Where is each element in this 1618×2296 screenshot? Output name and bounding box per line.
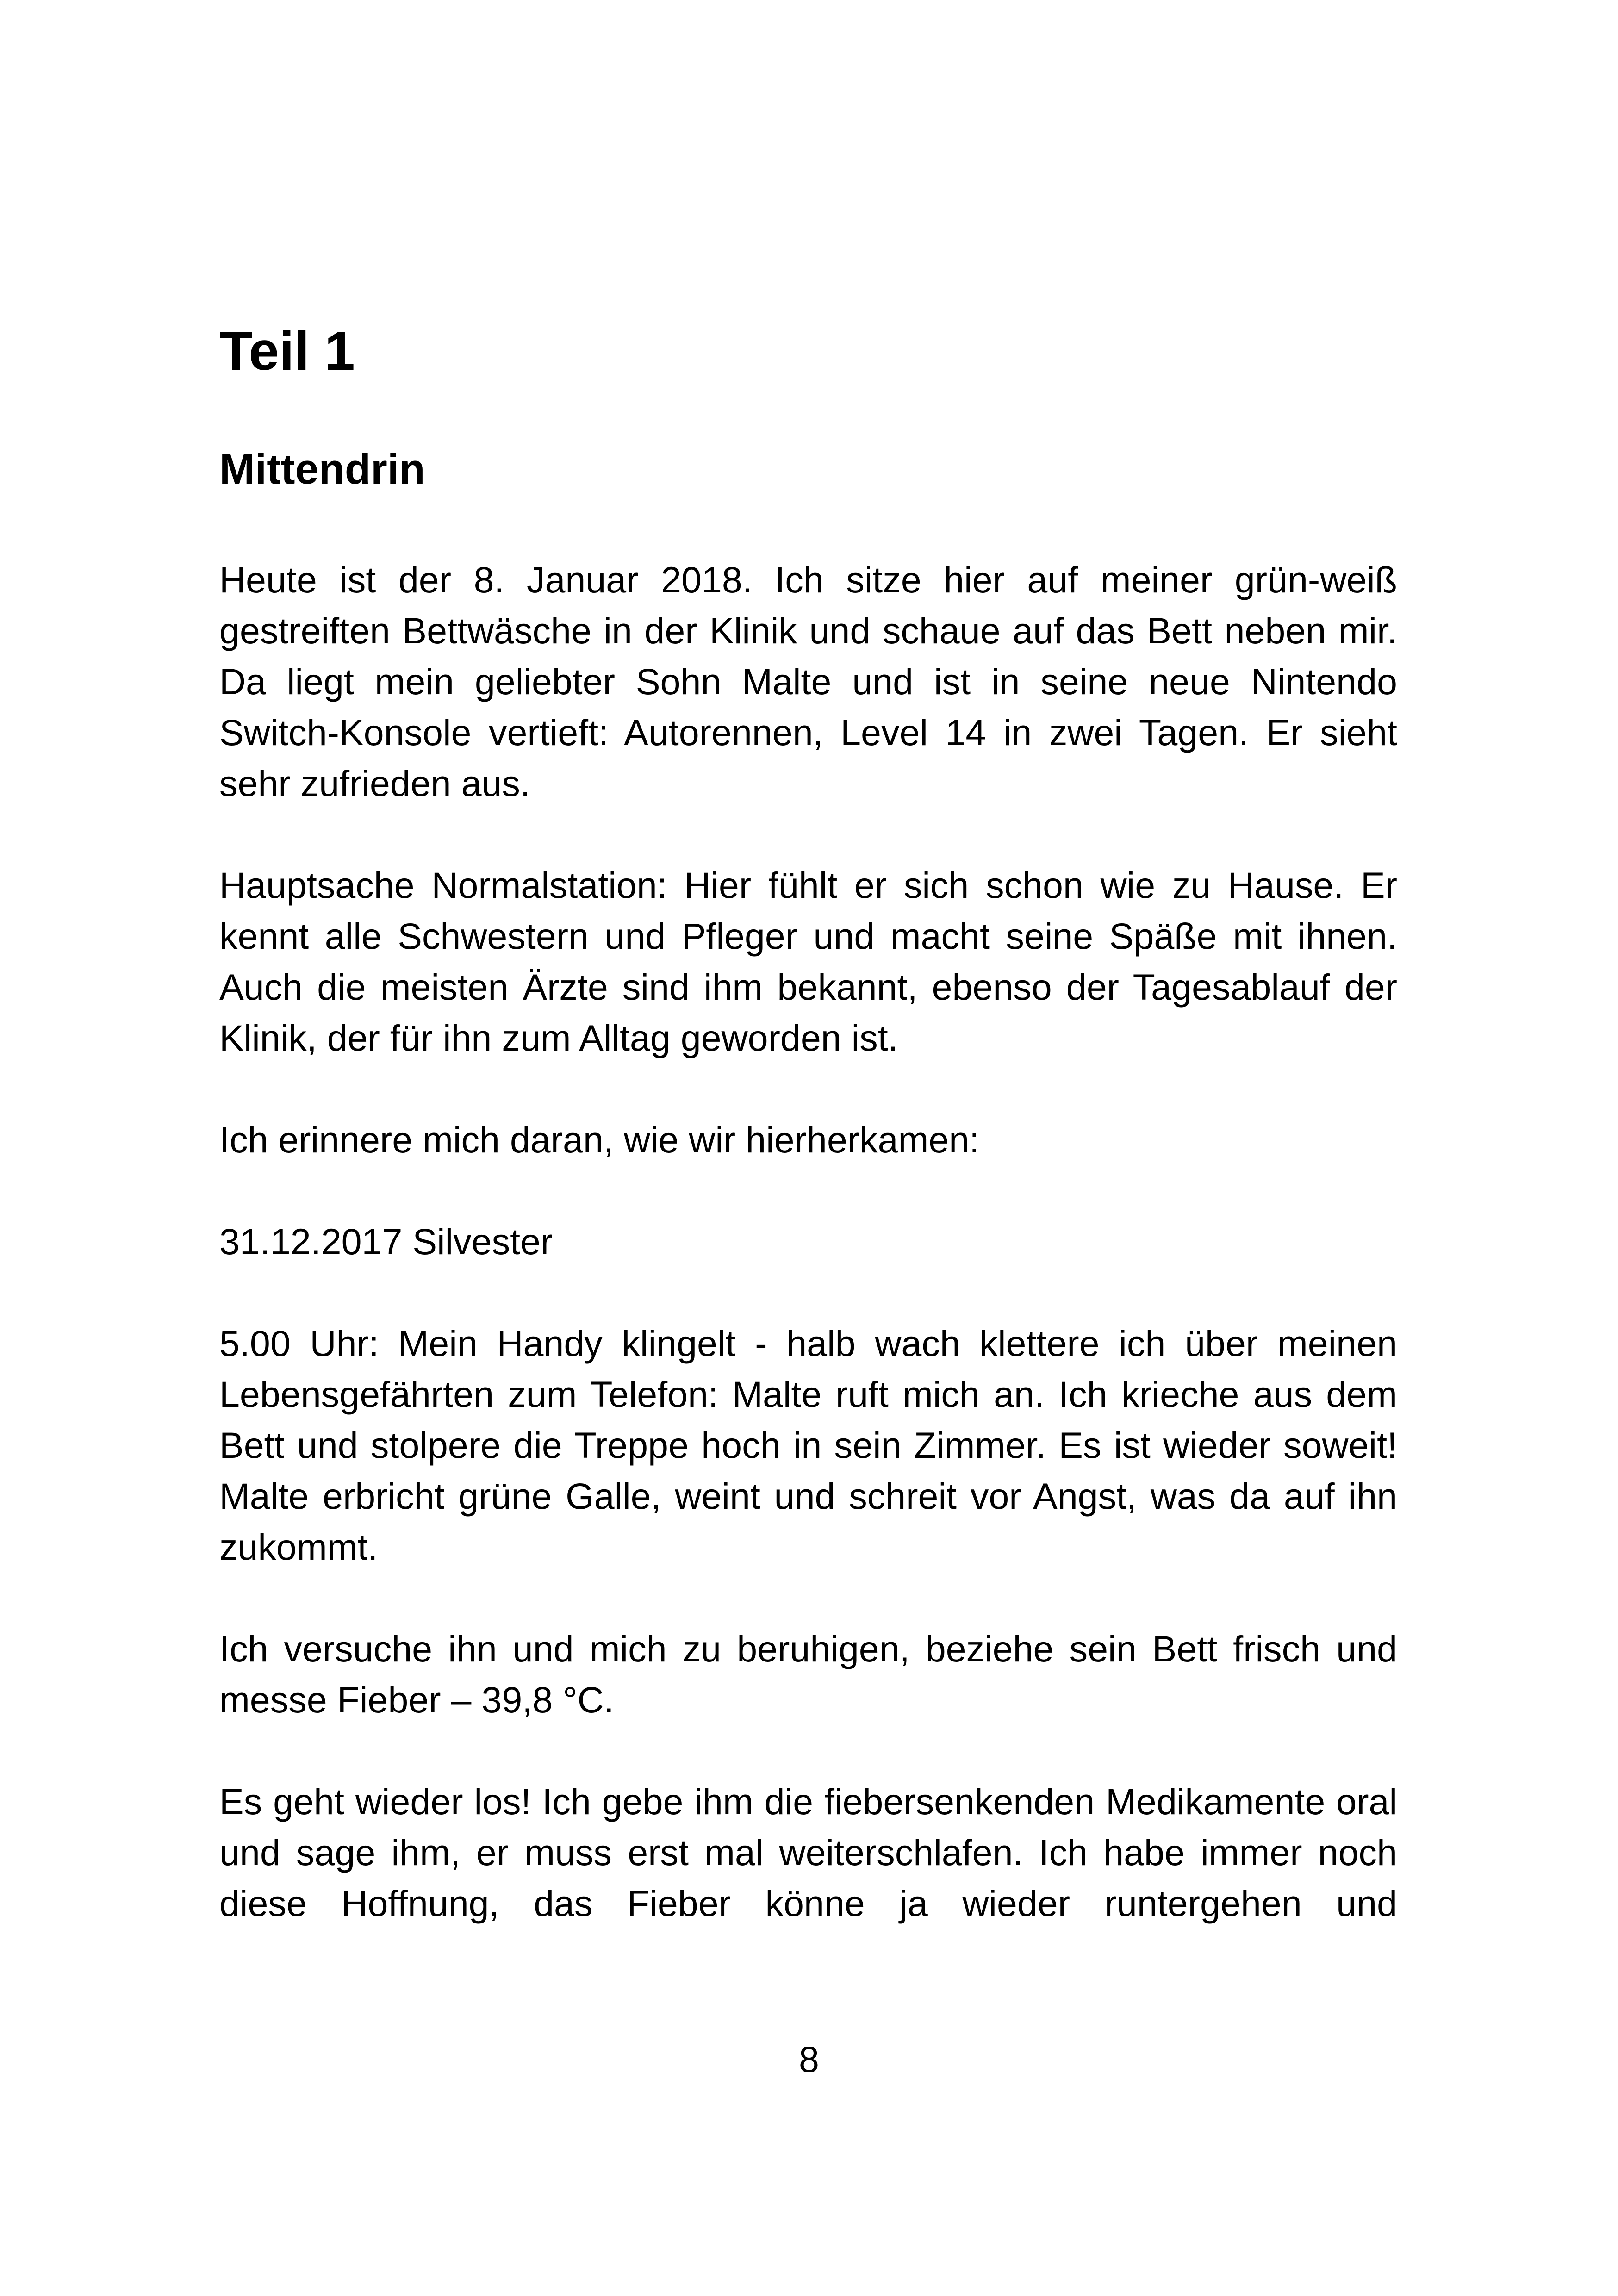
paragraph-phone-call: 5.00 Uhr: Mein Handy klingelt - halb wach klettere ich über meinen Lebensgefährten zum Telefon: Malte ruft mich an. Ich krieche aus dem Bett und stolpere die Treppe hoch in sein Zimmer. Es ist wieder soweit! Malte erbricht grüne Galle, weint und schreit vor Angst, was da auf ihn zukommt. (219, 1323, 1397, 1568)
paragraph-normalstation: Hauptsache Normalstation: Hier fühlt er sich schon wie zu Hause. Er kennt alle Schwestern und Pfleger und macht seine Späße mit ihnen. Auch die meisten Ärzte sind ihm bekannt, ebenso der Tagesablauf der Klinik, der für ihn zum Alltag geworden ist. (219, 865, 1397, 1058)
page-number: 8 (799, 2039, 819, 2080)
page-content (219, 321, 1397, 1929)
paragraph-memory: Ich erinnere mich daran, wie wir hierherkamen: (219, 1119, 980, 1160)
part-title: Teil 1 (219, 321, 355, 382)
paragraph-intro: Heute ist der 8. Januar 2018. Ich sitze hier auf meiner grün-weiß gestreiften Bettwäsche in der Klinik und schaue auf das Bett neben mir. Da liegt mein geliebter Sohn Malte und ist in seine neue Nintendo Switch-Konsole vertieft: Autorennen, Level 14 in zwei Tagen. Er sieht sehr zufrieden aus. (219, 559, 1397, 804)
body-text (219, 554, 1397, 1929)
paragraph-medication: Es geht wieder los! Ich gebe ihm die fiebersenkenden Medikamente oral und sage ihm, er muss erst mal weiterschlafen. Ich habe immer noch diese Hoffnung, das Fieber könne ja wieder runtergehen und (219, 1781, 1397, 1924)
date-heading: 31.12.2017 Silvester (219, 1221, 553, 1262)
paragraph-fever: Ich versuche ihn und mich zu beruhigen, beziehe sein Bett frisch und messe Fieber – 39,8 °C. (219, 1628, 1397, 1720)
chapter-title: Mittendrin (219, 446, 425, 493)
